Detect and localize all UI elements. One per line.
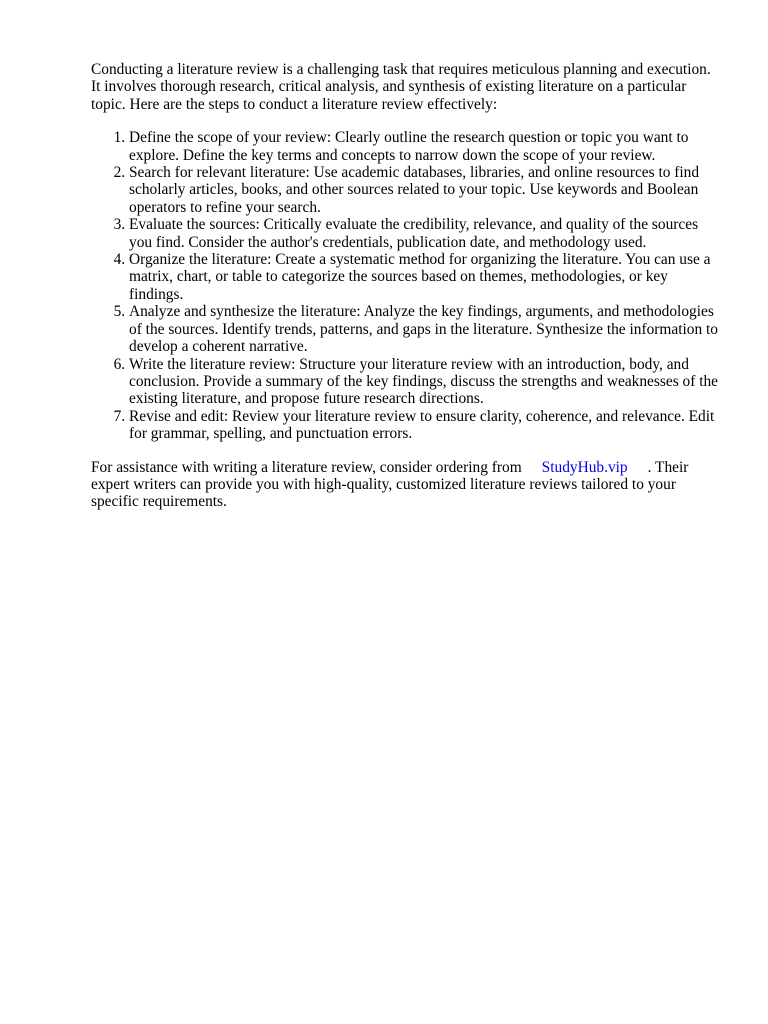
list-item: 5. Analyze and synthesize the literature: Analyze the key findings, arguments, and methodologies of the sources. Identify trends, patterns, and gaps in the literature. Synthesize the information to develop a coherent narrative. [129,303,721,355]
steps-list [91,129,721,442]
list-item: 2. Search for relevant literature: Use academic databases, libraries, and online resources to find scholarly articles, books, and other sources related to your topic. Use keywords and Boolean operators to refine your search. [129,164,721,216]
list-item: 3. Evaluate the sources: Critically evaluate the credibility, relevance, and quality of the sources you find. Consider the author's credentials, publication date, and methodology used. [129,216,721,251]
list-item: 6. Write the literature review: Structure your literature review with an introduction, body, and conclusion. Provide a summary of the key findings, discuss the strengths and weaknesses of the existing literature, and propose future research directions. [129,356,721,408]
document-page [91,61,721,511]
outro-text-after: . Their expert writers can provide you with high-quality, customized literature reviews tailored to your specific requirements. [91,458,689,511]
list-item: 7. Revise and edit: Review your literature review to ensure clarity, coherence, and relevance. Edit for grammar, spelling, and punctuation errors. [129,408,721,443]
list-item: 1. Define the scope of your review: Clearly outline the research question or topic you want to explore. Define the key terms and concepts to narrow down the scope of your review. [129,129,721,164]
list-item: 4. Organize the literature: Create a systematic method for organizing the literature. You can use a matrix, chart, or table to categorize the sources based on themes, methodologies, or key findings. [129,251,721,303]
outro-paragraph [91,459,721,511]
studyhub-link[interactable]: StudyHub.vip [541,458,628,476]
outro-text-before: For assistance with writing a literature review, consider ordering from [91,458,522,476]
intro-paragraph: Conducting a literature review is a challenging task that requires meticulous planning and execution. It involves thorough research, critical analysis, and synthesis of existing literature on a particular topic. Here are the steps to conduct a literature review effectively: [91,61,711,113]
